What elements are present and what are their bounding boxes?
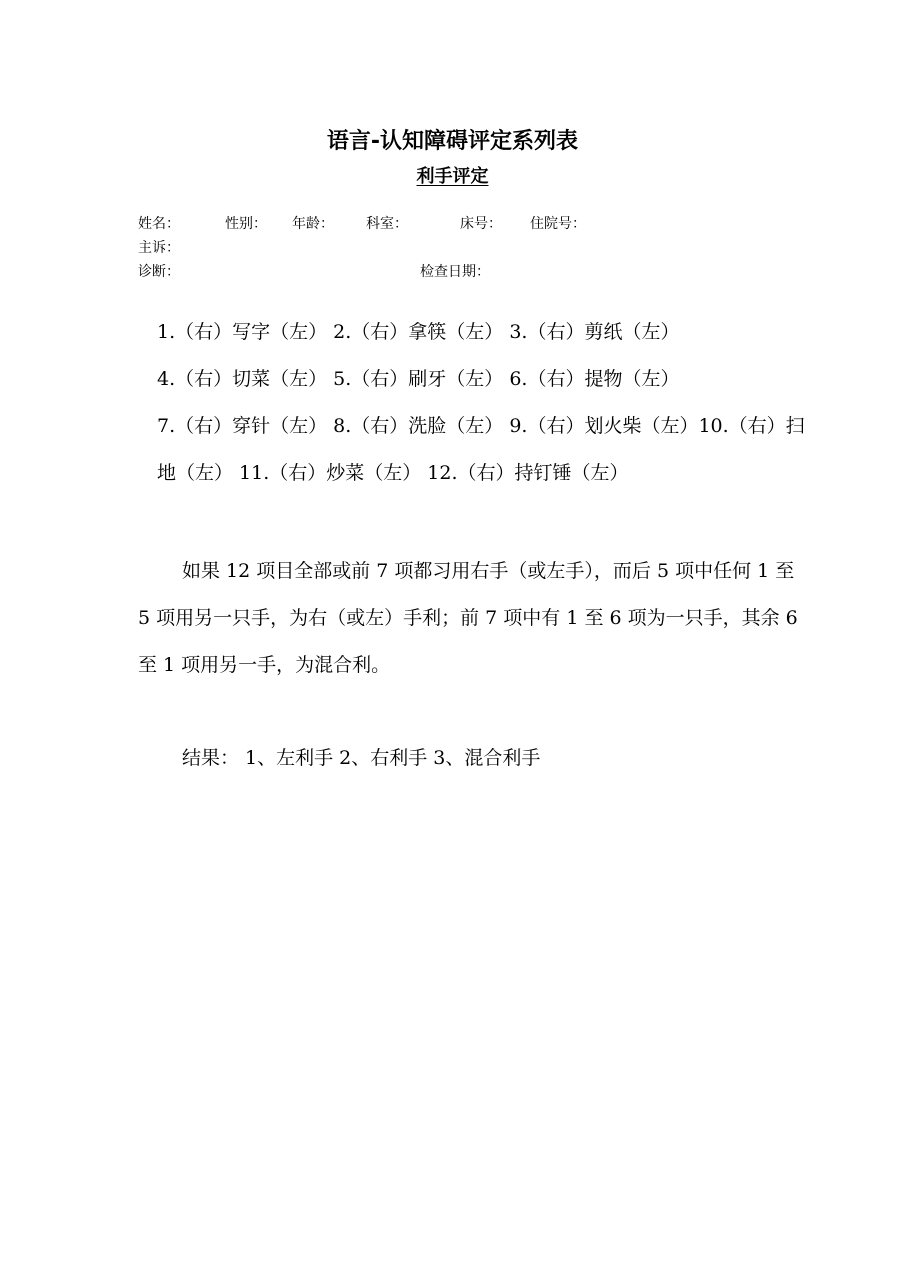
result-line: 结果： 1、左利手 2、右利手 3、混合利手 bbox=[182, 747, 541, 769]
subtitle-text: 利手评定 bbox=[416, 166, 489, 187]
diagnosis-label: 诊断： bbox=[138, 264, 180, 280]
department-label: 科室： bbox=[366, 216, 408, 232]
page-subtitle bbox=[0, 164, 905, 190]
items-line: 4.（右）切菜（左） 5.（右）刷牙（左） 6.（右）提物（左） bbox=[157, 368, 680, 390]
page-title: 语言-认知障碍评定系列表 bbox=[326, 129, 579, 154]
scoring-rule-paragraph: 如果 12 项目全部或前 7 项都习用右手（或左手），而后 5 项中任何 1 至 5 项用另一只手，为右（或左）手利；前 7 项中有 1 至 6 项为一只手，其余 6 至 1 项用另一手，为混合利。 bbox=[138, 560, 798, 676]
handedness-items bbox=[157, 314, 817, 502]
bed-label: 床号： bbox=[460, 216, 502, 232]
items-line: 1.（右）写字（左） 2.（右）拿筷（左） 3.（右）剪纸（左） bbox=[157, 321, 680, 343]
age-label: 年龄： bbox=[292, 216, 334, 232]
complaint-label: 主诉： bbox=[138, 240, 180, 256]
items-line: 7.（右）穿针（左） 8.（右）洗脸（左） 9.（右）划火柴（左）10.（右）扫 bbox=[157, 415, 805, 437]
admission-no-label: 住院号： bbox=[530, 216, 586, 232]
gender-label: 性别： bbox=[225, 216, 267, 232]
items-line: 地（左） 11.（右）炒菜（左） 12.（右）持钉锤（左） bbox=[157, 462, 629, 484]
exam-date-label: 检查日期： bbox=[420, 264, 490, 280]
name-label: 姓名： bbox=[138, 216, 180, 232]
